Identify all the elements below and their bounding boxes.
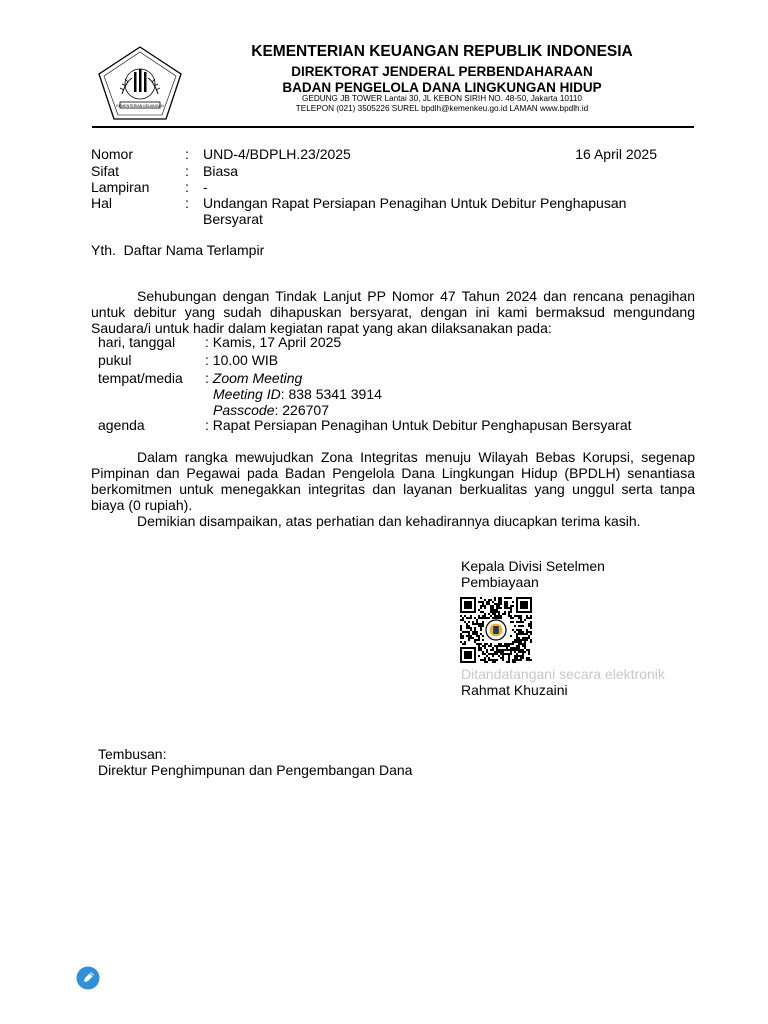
- pukul-label: pukul: [98, 352, 132, 368]
- sifat-value: Biasa: [203, 163, 239, 179]
- passcode: Passcode: 226707: [213, 402, 329, 418]
- hal-value-line1: Undangan Rapat Persiapan Penagihan Untuk Debitur Penghapusan: [203, 195, 627, 211]
- cc-item: Direktur Penghimpunan dan Pengembangan Dana: [98, 762, 413, 778]
- logo-text: KEMENTERIAN KEUANGAN: [116, 104, 164, 108]
- recipient: Yth. Daftar Nama Terlampir: [91, 242, 265, 258]
- agency-contact: TELEPON (021) 3505226 SUREL bpdlh@kemenkeu.go.id LAMAN www.bpdlh.id: [295, 104, 589, 113]
- sifat-colon: :: [185, 163, 189, 179]
- qr-code: [460, 597, 532, 663]
- letterhead-divider: [92, 126, 694, 128]
- nomor-colon: :: [185, 146, 189, 162]
- hal-label: Hal: [91, 195, 113, 211]
- opening-paragraph: Sehubungan dengan Tindak Lanjut PP Nomor 47 Tahun 2024 dan rencana penagihan untuk debitur yang sudah dihapuskan bersyarat, dengan ini kami bermaksud mengundang Saudara/i untuk hadir dalam kegiatan rapat yang akan dilaksanakan pada:: [91, 288, 695, 336]
- nomor-value: UND-4/BDPLH.23/2025: [203, 146, 351, 162]
- agenda-label: agenda: [98, 417, 145, 433]
- tempat-value: : Zoom Meeting: [205, 370, 303, 386]
- lampiran-label: Lampiran: [91, 179, 150, 195]
- signatory-title-line1: Kepala Divisi Setelmen: [461, 558, 605, 574]
- agency-name: BADAN PENGELOLA DANA LINGKUNGAN HIDUP: [282, 80, 602, 95]
- integrity-paragraph: Dalam rangka mewujudkan Zona Integritas menuju Wilayah Bebas Korupsi, segenap Pimpinan dan Pegawai pada Badan Pengelola Dana Lingkungan Hidup (BPDLH) senantiasa berkomitmen untuk menegakkan integritas dan layanan berkualitas yang unggul serta tanpa biaya (0 rupiah).: [91, 449, 695, 513]
- hari-value: : Kamis, 17 April 2025: [205, 334, 342, 350]
- hal-value-line2: Bersyarat: [203, 211, 263, 227]
- agency-address: GEDUNG JB TOWER Lantai 30, JL KEBON SIRIH NO. 48-50, Jakarta 10110: [301, 94, 582, 103]
- pen-badge-icon[interactable]: [76, 966, 100, 990]
- hal-colon: :: [185, 195, 189, 211]
- closing-paragraph: Demikian disampaikan, atas perhatian dan kehadirannya diucapkan terima kasih.: [137, 513, 641, 529]
- signatory-title-line2: Pembiayaan: [461, 574, 539, 590]
- letter-date: 16 April 2025: [575, 146, 657, 162]
- nomor-label: Nomor: [91, 146, 134, 162]
- agenda-value: : Rapat Persiapan Penagihan Untuk Debitur Penghapusan Bersyarat: [205, 417, 632, 433]
- tempat-label: tempat/media: [98, 370, 183, 386]
- cc-label: Tembusan:: [98, 746, 167, 762]
- pukul-value: : 10.00 WIB: [205, 352, 279, 368]
- ministry-name: KEMENTERIAN KEUANGAN REPUBLIK INDONESIA: [251, 43, 633, 60]
- lampiran-value: -: [203, 179, 208, 195]
- zoom-meeting: Zoom Meeting: [212, 370, 303, 386]
- hari-label: hari, tanggal: [98, 334, 176, 350]
- directorate-name: DIREKTORAT JENDERAL PERBENDAHARAAN: [291, 64, 593, 79]
- ministry-logo: [96, 44, 184, 122]
- sifat-label: Sifat: [91, 163, 120, 179]
- meeting-id: Meeting ID: 838 5341 3914: [213, 386, 382, 402]
- e-signature-note: Ditandatangani secara elektronik: [461, 666, 665, 682]
- signatory-name: Rahmat Khuzaini: [461, 682, 568, 698]
- lampiran-colon: :: [185, 179, 189, 195]
